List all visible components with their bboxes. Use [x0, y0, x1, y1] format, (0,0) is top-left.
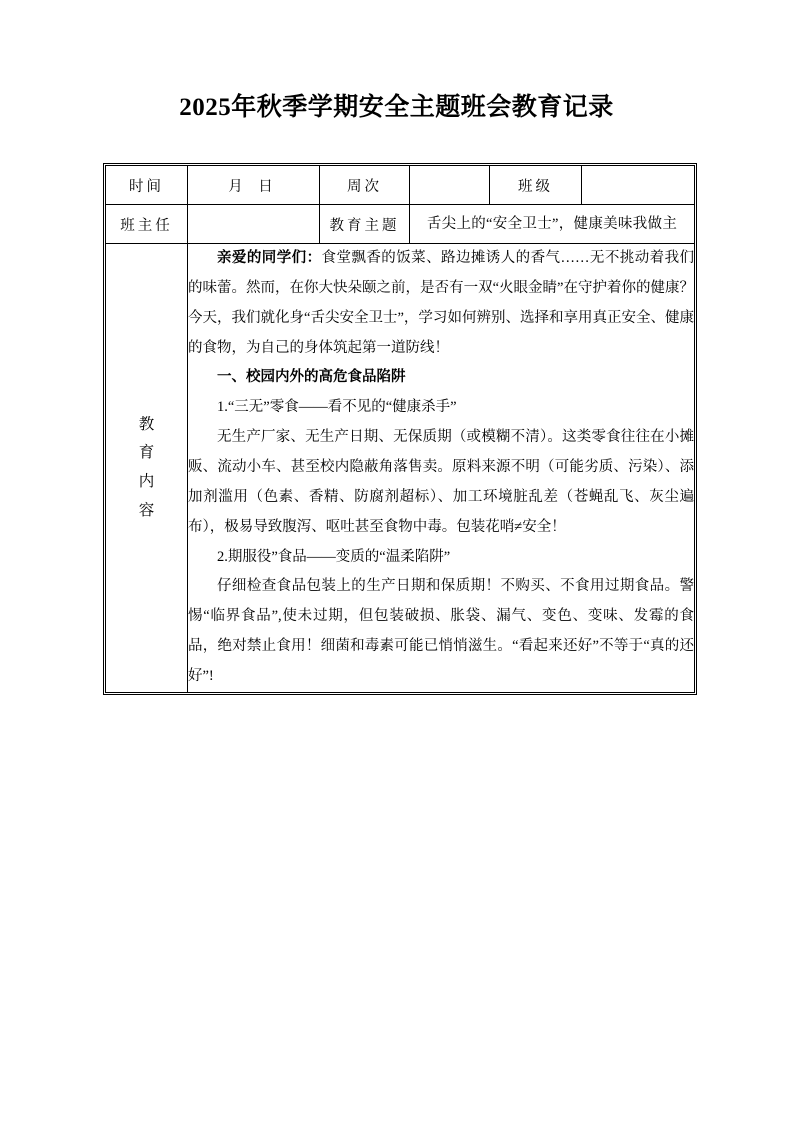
- paragraph-greeting: [188, 244, 694, 363]
- field-week-value[interactable]: [410, 166, 490, 205]
- label-head-teacher: 班主任: [106, 205, 188, 244]
- paragraph-three-no-snacks: 无生产厂家、无生产日期、无保质期（或模糊不清）。这类零食往往在小摊贩、流动小车、甚至校内隐蔽角落售卖。原料来源不明（可能劣质、污染）、添加剂滥用（色素、香精、防腐剂超标）、加工环境脏乱差（苍蝇乱飞、灰尘遍布），极易导致腹泻、呕吐甚至食物中毒。包装花哨≠安全！: [188, 429, 694, 535]
- label-education-content-text: 教育内容: [138, 415, 155, 519]
- label-education-theme: 教育主题: [320, 205, 410, 244]
- field-class-value[interactable]: [582, 166, 694, 205]
- field-education-theme-value[interactable]: 舌尖上的“安全卫士”，健康美味我做主: [410, 205, 694, 244]
- section-heading-1: 一、校园内外的高危食品陷阱: [217, 369, 406, 386]
- record-table-wrapper: [103, 163, 695, 695]
- greeting-lead: 亲爱的同学们：: [217, 250, 322, 266]
- greeting-rest: 食堂飘香的饭菜、路边摊诱人的香气……无不挑动着我们的味蕾。然而，在你大快朵颐之前，是否有一双“火眼金睛”在守护着你的健康？今天，我们就化身“舌尖安全卫士”，学习如何辨别、选择和享用真正安全、健康的食物，为自己的身体筑起第一道防线！: [188, 250, 695, 356]
- education-content-body: [188, 244, 694, 692]
- subsection-heading-1: 1.“三无”零食——看不见的“健康杀手”: [217, 399, 457, 416]
- table-row-time: [106, 166, 694, 205]
- paragraph-expired-food: 仔细检查食品包装上的生产日期和保质期！不购买、不食用过期食品。警惕“临界食品”,使未过期，但包装破损、胀袋、漏气、变色、变味、发霉的食品，绝对禁止食用！细菌和毒素可能已悄悄滋生。“看起来还好”不等于“真的还好”!: [188, 578, 694, 685]
- education-record-table: [103, 163, 697, 695]
- subsection-heading-2: 2.期服役”食品——变质的“温柔陷阱”: [217, 548, 451, 565]
- field-time-value[interactable]: 月 日: [188, 166, 320, 205]
- label-week: 周次: [320, 166, 410, 205]
- label-time: 时间: [106, 166, 188, 205]
- label-class: 班级: [490, 166, 582, 205]
- table-row-education-content: [106, 244, 694, 692]
- label-education-content: [106, 244, 188, 692]
- field-head-teacher-value[interactable]: [188, 205, 320, 244]
- table-row-teacher-theme: [106, 205, 694, 244]
- page-title: 2025年秋季学期安全主题班会教育记录: [179, 94, 614, 121]
